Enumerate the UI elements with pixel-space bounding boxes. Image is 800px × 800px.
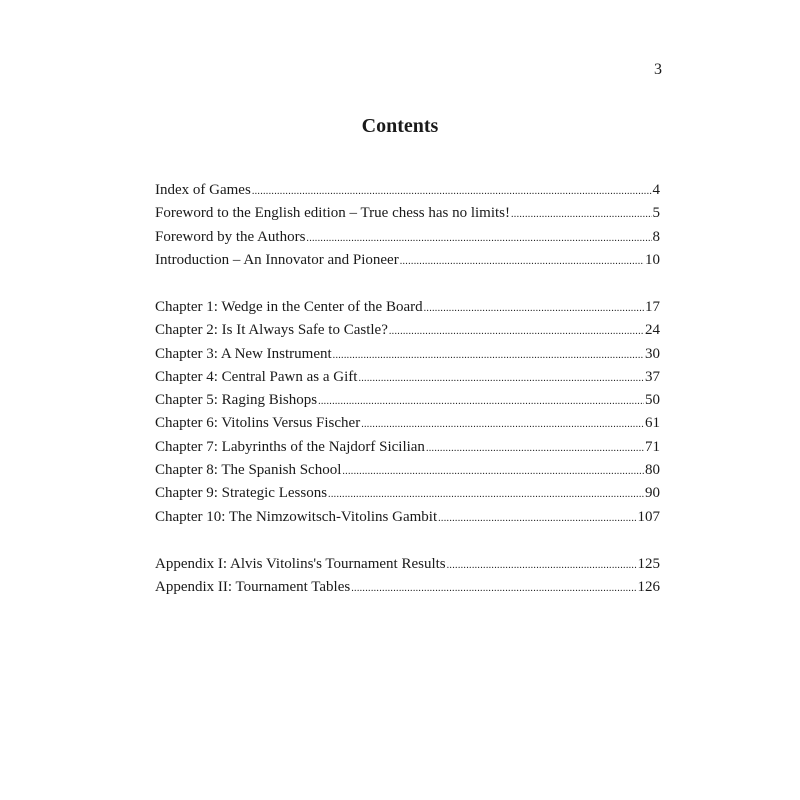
toc-entry-title: Chapter 8: The Spanish School bbox=[155, 462, 342, 479]
toc-entry bbox=[155, 509, 660, 532]
toc-entry-page: 61 bbox=[645, 415, 660, 432]
dot-leader bbox=[306, 233, 651, 244]
dot-leader bbox=[342, 466, 644, 477]
dot-leader bbox=[511, 209, 652, 220]
toc-entry bbox=[155, 182, 660, 205]
dot-leader bbox=[400, 256, 644, 267]
toc-entry-title: Chapter 1: Wedge in the Center of the Board bbox=[155, 299, 423, 315]
toc-entry-page: 17 bbox=[645, 299, 660, 315]
toc-entry-page: 37 bbox=[645, 368, 660, 385]
toc-entry bbox=[155, 229, 660, 252]
dot-leader bbox=[424, 303, 644, 314]
toc-entry bbox=[155, 322, 660, 345]
toc-entry-page: 24 bbox=[645, 322, 660, 339]
toc-entry bbox=[155, 556, 660, 579]
toc-entry bbox=[155, 369, 660, 392]
toc-entry-title: Chapter 10: The Nimzowitsch-Vitolins Gambit bbox=[155, 508, 438, 525]
toc-chapters bbox=[155, 299, 660, 532]
page-number: 3 bbox=[654, 61, 662, 78]
toc-entry-title: Chapter 3: A New Instrument bbox=[155, 345, 332, 362]
dot-leader bbox=[318, 396, 644, 407]
dot-leader bbox=[333, 350, 644, 361]
dot-leader bbox=[351, 583, 636, 594]
toc-entry bbox=[155, 252, 660, 275]
toc-entry bbox=[155, 485, 660, 508]
toc-entry-title: Foreword to the English edition – True chess has no limits! bbox=[155, 205, 510, 222]
toc-entry bbox=[155, 579, 660, 602]
toc-entry bbox=[155, 205, 660, 228]
toc-entry bbox=[155, 462, 660, 485]
toc-entry-page: 126 bbox=[637, 579, 660, 596]
toc-entry-title: Index of Games bbox=[155, 182, 251, 198]
page-title: Contents bbox=[361, 115, 439, 137]
toc-entry-page: 50 bbox=[645, 392, 660, 409]
dot-leader bbox=[389, 326, 644, 337]
toc-entry-page: 8 bbox=[652, 228, 660, 245]
dot-leader bbox=[438, 513, 636, 524]
toc-entry-page: 107 bbox=[637, 508, 660, 525]
dot-leader bbox=[358, 373, 644, 384]
toc-entry-page: 4 bbox=[652, 182, 660, 198]
toc-entry-title: Chapter 7: Labyrinths of the Najdorf Sicilian bbox=[155, 438, 425, 455]
toc-front-matter bbox=[155, 182, 660, 275]
toc-entry-page: 90 bbox=[645, 485, 660, 502]
toc-entry bbox=[155, 392, 660, 415]
toc-entry-page: 30 bbox=[645, 345, 660, 362]
toc-entry-page: 10 bbox=[645, 251, 660, 268]
toc-entry-page: 80 bbox=[645, 462, 660, 479]
toc-entry bbox=[155, 415, 660, 438]
toc-entry-title: Chapter 4: Central Pawn as a Gift bbox=[155, 368, 358, 385]
toc-entry-title: Chapter 6: Vitolins Versus Fischer bbox=[155, 415, 361, 432]
dot-leader bbox=[447, 560, 637, 571]
dot-leader bbox=[252, 186, 652, 197]
toc-entry bbox=[155, 346, 660, 369]
toc-appendices bbox=[155, 556, 660, 603]
toc-entry-title: Introduction – An Innovator and Pioneer bbox=[155, 251, 399, 268]
toc-entry bbox=[155, 299, 660, 322]
dot-leader bbox=[426, 443, 644, 454]
dot-leader bbox=[361, 419, 644, 430]
toc-entry bbox=[155, 439, 660, 462]
toc-entry-title: Chapter 9: Strategic Lessons bbox=[155, 485, 328, 502]
toc-entry-title: Foreword by the Authors bbox=[155, 228, 306, 245]
toc-entry-page: 5 bbox=[652, 205, 660, 222]
toc-entry-title: Appendix I: Alvis Vitolins's Tournament Results bbox=[155, 556, 446, 572]
dot-leader bbox=[328, 489, 644, 500]
toc-entry-page: 71 bbox=[645, 438, 660, 455]
toc-entry-title: Chapter 5: Raging Bishops bbox=[155, 392, 318, 409]
toc-entry-page: 125 bbox=[637, 556, 660, 572]
toc-entry-title: Chapter 2: Is It Always Safe to Castle? bbox=[155, 322, 388, 339]
toc-entry-title: Appendix II: Tournament Tables bbox=[155, 579, 351, 596]
